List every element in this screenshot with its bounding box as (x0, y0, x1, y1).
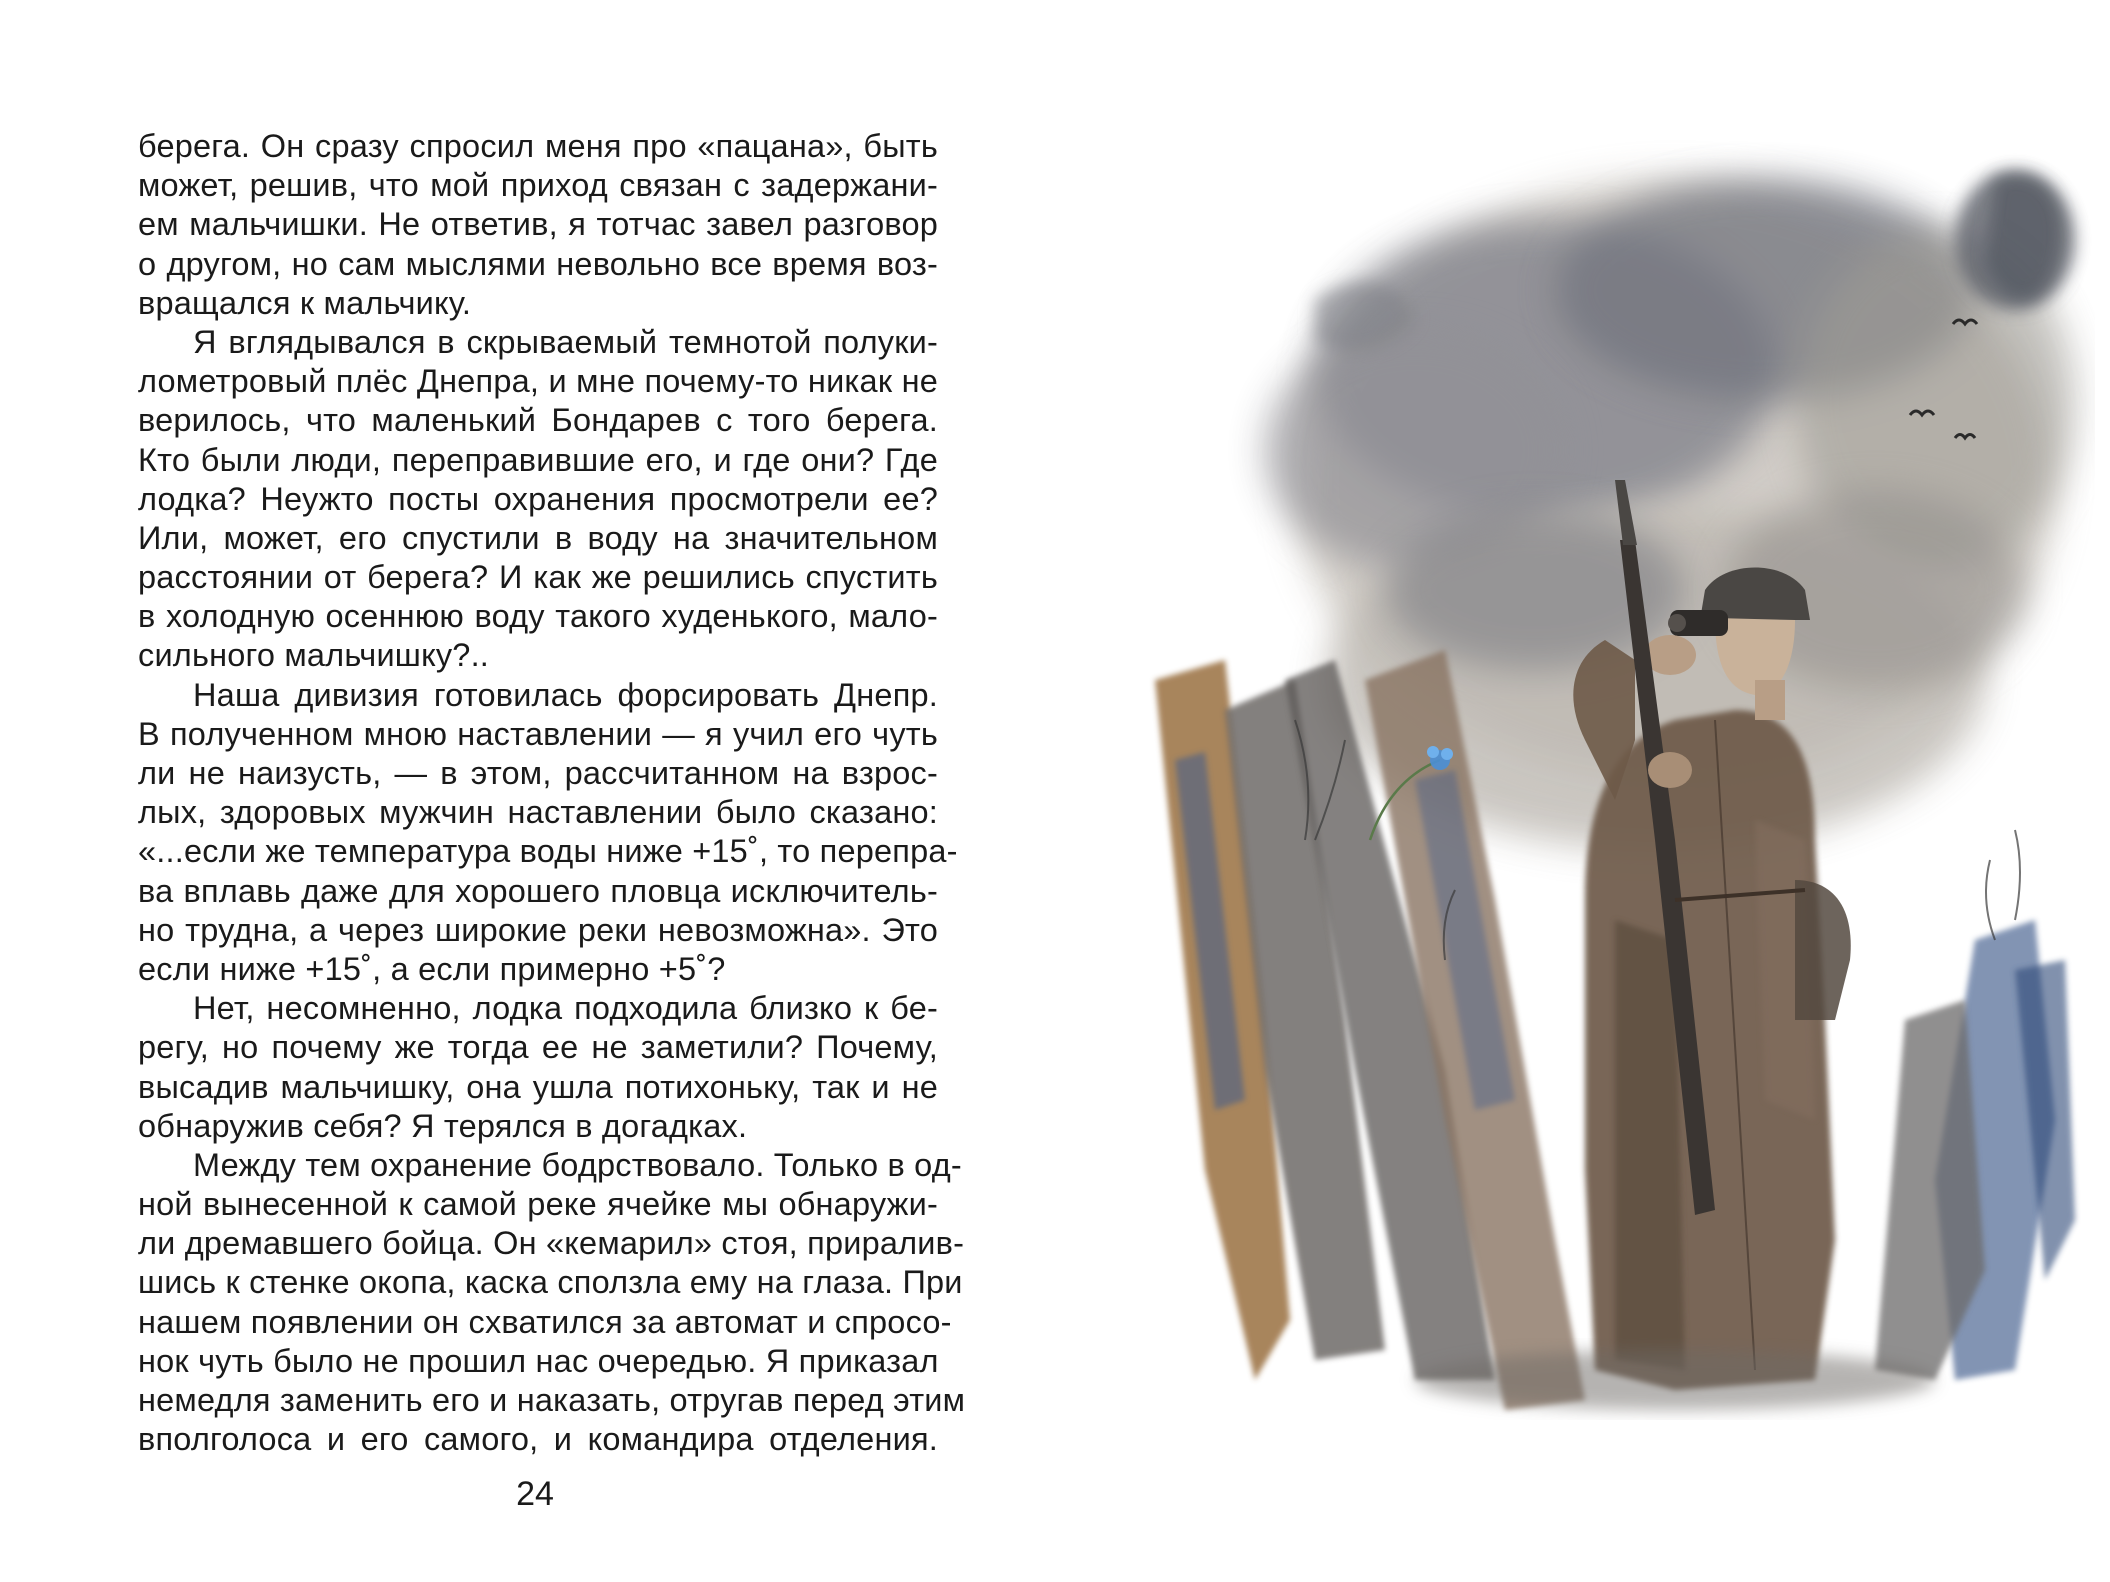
text-line: ной вынесенной к самой реке ячейке мы обнаружи- (138, 1186, 938, 1223)
text-line: о другом, но сам мыслями невольно все время воз- (138, 245, 938, 282)
text-line: шись к стенке окопа, каска сползла ему на глаза. При (138, 1264, 963, 1301)
text-line: в холодную осеннюю воду такого худенького, мало- (138, 598, 938, 635)
text-line: ли не наизусть, — в этом, рассчитанном на взрос- (138, 755, 938, 791)
text-line: лометровый плёс Днепра, и мне почему-то никак не (138, 363, 938, 400)
text-line: нок чуть было не прошил нас очередью. Я приказал (138, 1342, 939, 1379)
page-number: 24 (516, 1475, 554, 1513)
text-line: ли дремавшего бойца. Он «кемарил» стоя, приралив- (138, 1225, 965, 1262)
text-line: Между тем охранение бодрствовало. Только в од- (193, 1146, 962, 1183)
text-line: В полученном мною наставлении — я учил его чуть (138, 715, 938, 752)
text-line: расстоянии от берега? И как же решились спустить (138, 559, 938, 596)
text-line: Наша дивизия готовилась форсировать Днепр. (193, 676, 938, 713)
body-text (138, 127, 966, 1459)
text-line: Нет, несомненно, лодка подходила близко к бе- (193, 990, 938, 1027)
text-line: вполголоса и его самого, и командира отделения. (138, 1421, 938, 1458)
text-line: лодка? Неужто посты охранения просмотрели ее? (138, 480, 938, 517)
text-line: ем мальчишки. Не ответив, я тотчас завел разговор (138, 206, 938, 243)
text-line: берега. Он сразу спросил меня про «пацана», быть (138, 128, 938, 164)
text-line: регу, но почему же тогда ее не заметили? Почему, (138, 1029, 938, 1066)
text-line: высадив мальчишку, она ушла потихоньку, так и не (138, 1068, 938, 1105)
text-line: верилось, что маленький Бондарев с того берега. (138, 402, 938, 439)
right-page (1055, 0, 2110, 1582)
text-line: Или, может, его спустили в воду на значительном (138, 519, 938, 556)
text-line: немедля заменить его и наказать, отругав перед этим (138, 1382, 966, 1418)
trench-wall-right (1875, 920, 2075, 1380)
text-line: «...если же температура воды ниже +15˚, то перепра- (138, 833, 958, 870)
text-line: лых, здоровых мужчин наставлении было сказано: (138, 794, 938, 831)
ground-wash (1415, 1350, 1935, 1410)
text-line: нашем появлении он схватился за автомат и спросо- (138, 1303, 952, 1340)
text-line: но трудна, а через широкие реки невозможна». Это (138, 911, 938, 948)
text-line: Кто были люди, переправившие его, и где они? Где (138, 441, 938, 478)
illustration-soldier-with-binoculars (1115, 120, 2095, 1420)
text-line: вращался к мальчику. (138, 284, 472, 321)
text-line: ва вплавь даже для хорошего пловца исключитель- (138, 872, 938, 909)
text-line: если ниже +15˚, а если примерно +5˚? (138, 950, 726, 987)
text-line: обнаружив себя? Я терялся в догадках. (138, 1107, 748, 1144)
text-line: сильного мальчишку?.. (138, 637, 490, 674)
text-line: может, решив, что мой приход связан с задержани- (138, 167, 938, 204)
text-line: Я вглядывался в скрываемый темнотой полуки- (193, 323, 938, 360)
